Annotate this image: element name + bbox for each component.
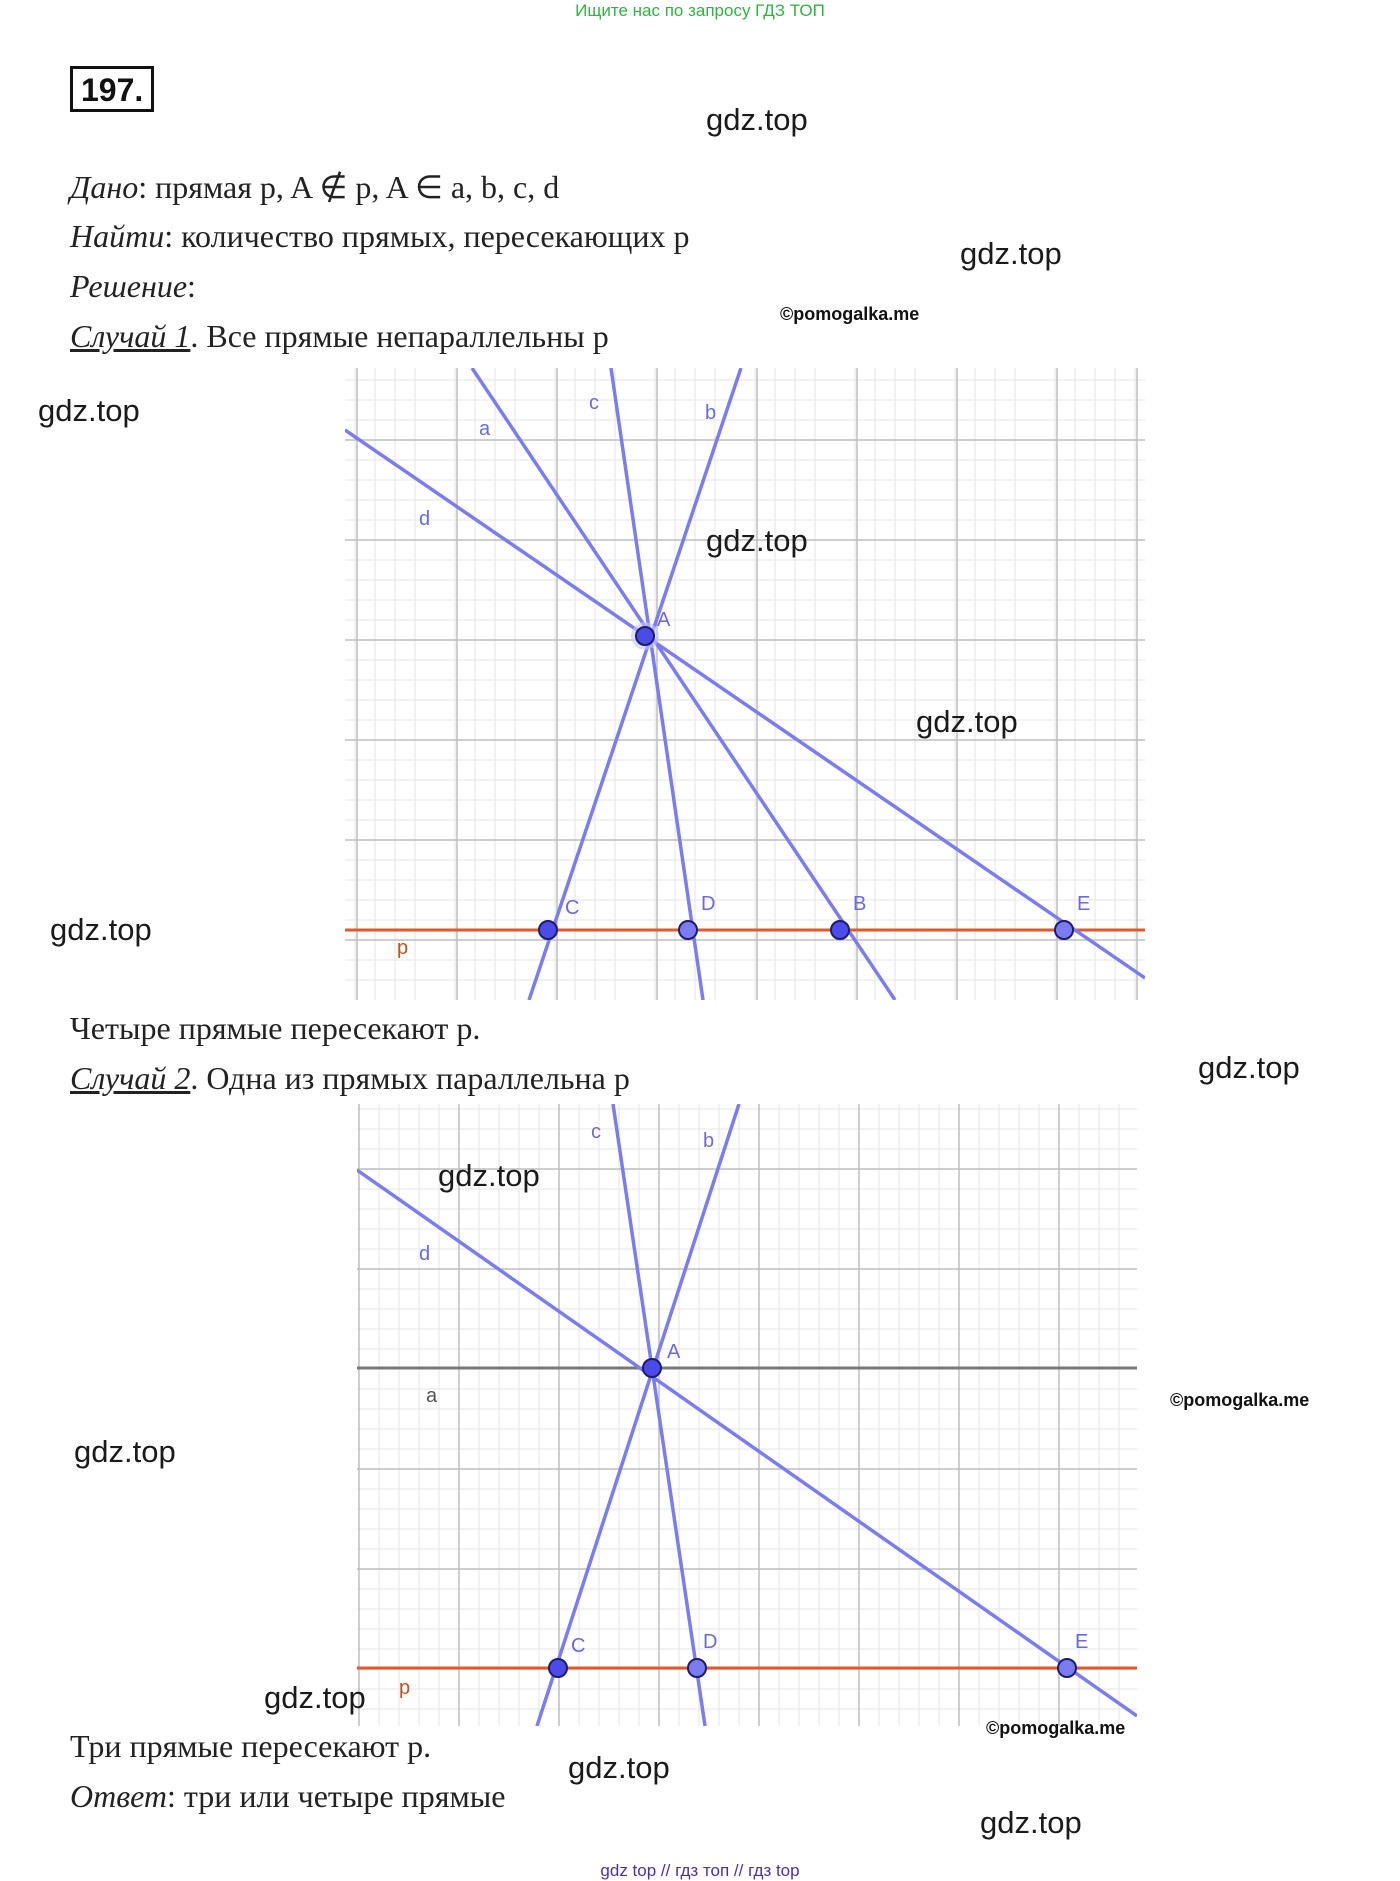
figure1-line-a [472, 368, 895, 1000]
top-banner: Ищите нас по запросу ГДЗ ТОП [575, 1, 825, 20]
watermark: gdz.top [50, 912, 152, 947]
figure1-label-a: a [479, 418, 491, 440]
figure2-label-b: b [703, 1130, 715, 1152]
watermark: gdz.top [264, 1680, 366, 1715]
given-label: Дано [70, 169, 139, 205]
watermark: gdz.top [960, 236, 1062, 271]
figure1-label-point-e: E [1077, 893, 1091, 915]
figure-case2 [357, 1104, 1137, 1726]
figure1-label-p: p [397, 937, 409, 959]
solution-text: : [187, 268, 196, 304]
watermark: gdz.top [980, 1805, 1082, 1840]
figure2-label-point-e: E [1075, 1631, 1089, 1653]
watermark: gdz.top [706, 102, 808, 137]
figure1-label-point-d: D [701, 893, 716, 915]
copyright-mark: ©pomogalka.me [1170, 1390, 1310, 1410]
figure1-label-d: d [419, 508, 431, 530]
problem-number: 197. [70, 66, 154, 112]
answer-label: Ответ [70, 1778, 167, 1814]
figure1-line-d [345, 430, 1145, 978]
given-text: : прямая p, A ∉ p, A ∈ a, b, c, d [138, 169, 560, 205]
case2-label: Случай 2 [70, 1060, 191, 1096]
case1-result: Четыре прямые пересекают p. [70, 1010, 481, 1046]
footer: gdz top // гдз топ // гдз top [600, 1861, 800, 1880]
figure1-point-d [679, 921, 697, 939]
figure2-label-c: c [591, 1121, 601, 1143]
watermark: gdz.top [706, 523, 808, 558]
figure1-label-c: c [589, 392, 599, 414]
find-text: : количество прямых, пересекающих p [164, 218, 690, 254]
figure2-point-e [1058, 1659, 1076, 1677]
solution-label: Решение [70, 268, 188, 304]
figure1-point-b [831, 921, 849, 939]
watermark: gdz.top [38, 393, 140, 428]
copyright-mark: ©pomogalka.me [780, 304, 920, 324]
figure-case1 [345, 368, 1145, 1000]
figure2-label-a: a [426, 1385, 438, 1407]
find-line [70, 218, 690, 255]
figure2-label-p: p [399, 1677, 411, 1699]
case1-text: . Все прямые непараллельны p [190, 318, 609, 354]
watermark: gdz.top [568, 1750, 670, 1785]
answer-line [70, 1778, 505, 1815]
figure2-label-point-c: C [571, 1635, 586, 1657]
figure1-label-point-a: A [657, 609, 671, 631]
figure1-point-a [636, 627, 654, 645]
solution-line [70, 268, 196, 305]
figure2-point-c [549, 1659, 567, 1677]
figure2-label-point-a: A [667, 1341, 681, 1363]
figure1-label-point-c: C [565, 897, 580, 919]
watermark: gdz.top [1198, 1050, 1300, 1085]
figure2-point-a [643, 1359, 661, 1377]
figure2-label-point-d: D [703, 1631, 718, 1653]
copyright-mark: ©pomogalka.me [986, 1718, 1126, 1738]
figure1-point-e [1055, 921, 1073, 939]
figure2-label-d: d [419, 1243, 431, 1265]
figure1-point-c [539, 921, 557, 939]
case2-text: . Одна из прямых параллельна p [190, 1060, 630, 1096]
case1-label: Случай 1 [70, 318, 191, 354]
find-label: Найти [70, 218, 165, 254]
figure1-label-b: b [705, 402, 717, 424]
case2-result: Три прямые пересекают p. [70, 1728, 432, 1764]
figure2-line-d [357, 1170, 1137, 1716]
figure1-grid [345, 368, 1145, 1000]
given-line [70, 168, 559, 206]
watermark: gdz.top [438, 1158, 540, 1193]
case2-line [70, 1060, 630, 1097]
figure1-label-point-b: B [853, 893, 867, 915]
case1-line [70, 318, 609, 355]
answer-text: : три или четыре прямые [167, 1778, 506, 1814]
watermark: gdz.top [74, 1434, 176, 1469]
watermark: gdz.top [916, 704, 1018, 739]
figure2-point-d [688, 1659, 706, 1677]
